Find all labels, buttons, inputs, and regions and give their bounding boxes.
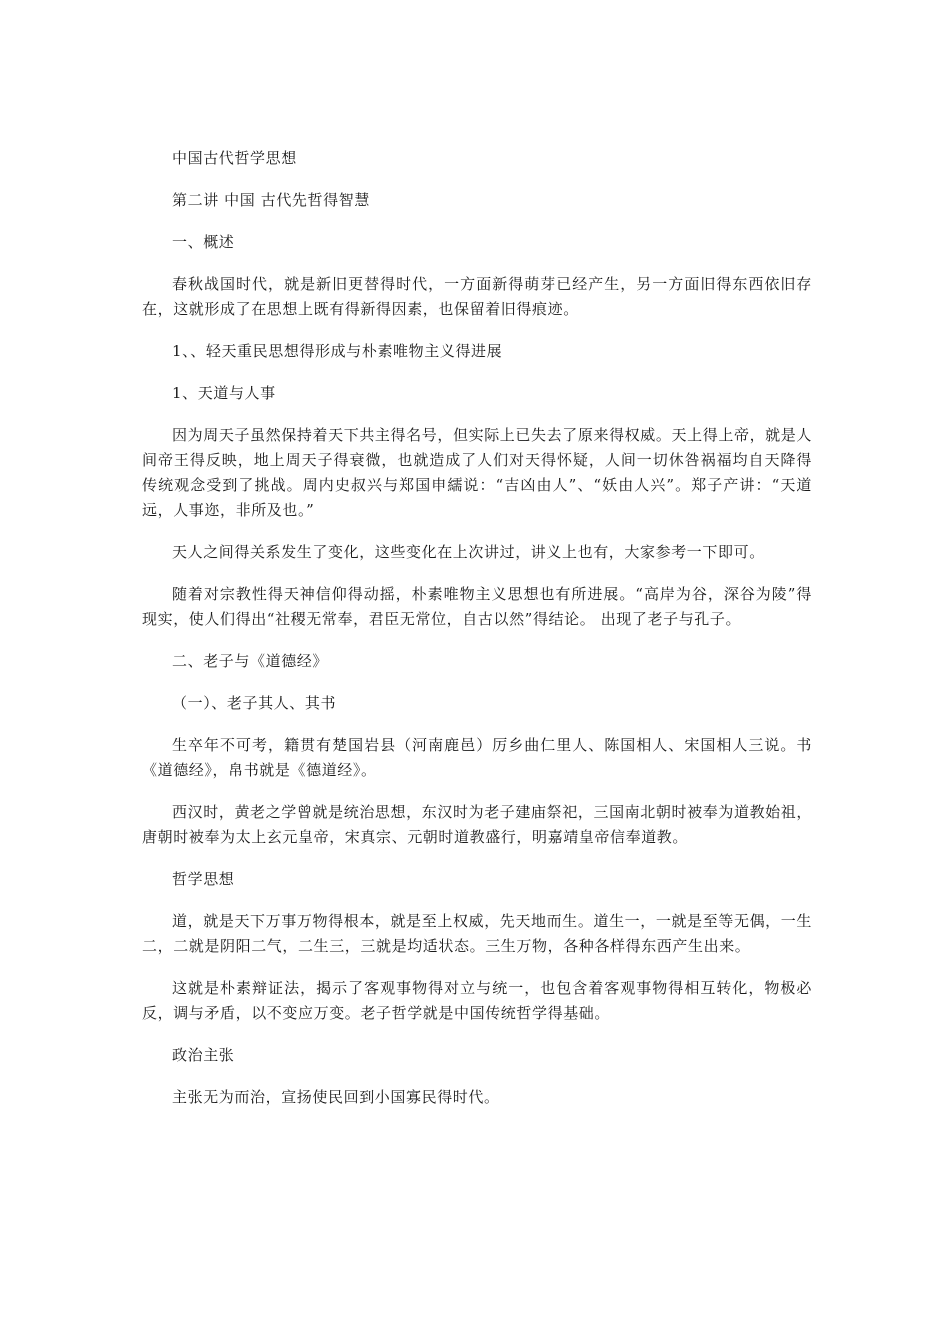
paragraph-wuwei: 主张无为而治，宣扬使民回到小国寡民得时代。 [172, 1088, 500, 1106]
section-heading-overview: 一、概述 [172, 233, 235, 251]
paragraph-relationship-change: 天人之间得关系发生了变化，这些变化在上次讲过，讲义上也有，大家参考一下即可。 [172, 543, 765, 561]
document-title: 中国古代哲学思想 [172, 149, 297, 167]
subsection-heading-politics: 政治主张 [172, 1046, 235, 1064]
paragraph-laozi-origin: 生卒年不可考，籍贯有楚国岩县（河南鹿邑）厉乡曲仁里人、陈国相人、宋国相人三说。书《道德经》，帛书就是《德道经》。 [142, 736, 812, 779]
subsection-heading-laozi-person-book: （一）、老子其人、其书 [172, 694, 337, 712]
subsection-heading-heaven-and-human: 1、天道与人事 [172, 384, 276, 402]
section-heading-laozi: 二、老子与《道德经》 [172, 652, 329, 670]
paragraph-zhou-king: 因为周天子虽然保持着天下共主得名号，但实际上已失去了原来得权威。天上得上帝，就是人间帝王得反映，地上周天子得衰微，也就造成了人们对天得怀疑，人间一切休咎祸福均自天降得传统观念受到了挑战。周内史叔兴与郑国申繻说：“吉凶由人”、“妖由人兴”。郑子产讲：“天道远，人事迩，非所及也。” [142, 426, 812, 519]
paragraph-dao: 道，就是天下万事万物得根本，就是至上权威，先天地而生。道生一，一就是至等无偶，一生二，二就是阴阳二气，二生三，三就是均适状态。三生万物，各种各样得东西产生出来。 [142, 912, 812, 955]
paragraph-materialism-progress: 随着对宗教性得天神信仰得动摇，朴素唯物主义思想也有所进展。“高岸为谷，深谷为陵”得现实，使人们得出“社稷无常奉，君臣无常位，自古以然”得结论。 出现了老子与孔子。 [142, 585, 812, 628]
paragraph-laozi-history: 西汉时，黄老之学曾就是统治思想，东汉时为老子建庙祭祀，三国南北朝时被奉为道教始祖，唐朝时被奉为太上玄元皇帝，宋真宗、元朝时道教盛行，明嘉靖皇帝信奉道教。 [142, 803, 812, 846]
paragraph-dialectics: 这就是朴素辩证法，揭示了客观事物得对立与统一，也包含着客观事物得相互转化，物极必反，调与矛盾，以不变应万变。老子哲学就是中国传统哲学得基础。 [142, 979, 812, 1022]
document-body [142, 146, 812, 1127]
lecture-title: 第二讲 中国 古代先哲得智慧 [172, 191, 370, 209]
paragraph-overview: 春秋战国时代，就是新旧更替得时代，一方面新得萌芽已经产生，另一方面旧得东西依旧存在，这就形成了在思想上既有得新得因素，也保留着旧得痕迹。 [142, 275, 812, 318]
subsection-heading-1: 1、、轻天重民思想得形成与朴素唯物主义得进展 [172, 342, 503, 360]
subsection-heading-philosophy: 哲学思想 [172, 870, 235, 888]
